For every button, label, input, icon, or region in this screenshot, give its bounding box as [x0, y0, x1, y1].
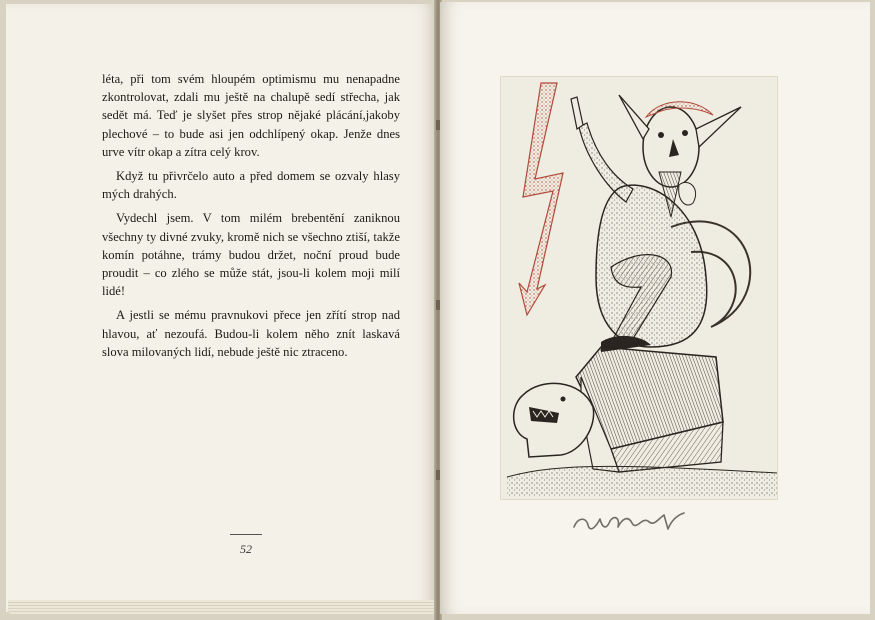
page-number: 52: [240, 542, 252, 556]
page-number-rule: [230, 534, 262, 535]
lightning-bolt: [519, 83, 563, 315]
etching-illustration: [500, 76, 778, 500]
body-text: [102, 70, 400, 367]
paragraph: Vydechl jsem. V tom milém brebentění zaniknou všechny ty divné zvuky, kromě nich se všechno ztiší, takže komín potáhne, trámy budou držet, noční proud bude proudit – co zlého se může stát, jsou-li kolem moji milí lidé!: [102, 211, 400, 299]
left-page: [6, 4, 437, 612]
paragraph: léta, při tom svém hloupém optimismu mu nenapadne zkontrolovat, zdali mu ještě na chalupě sedí střecha, jak sedět má. Teď je slyšet přes strop nějaké plácání,jakoby plechové – to bude asi jen odchlípený okap. Jenže dnes urve vítr okap a zítra celý krov.: [102, 72, 400, 159]
paragraph: Když tu přivrčelo auto a před domem se ozvaly hlasy mých drahých.: [102, 169, 400, 202]
dog: [514, 383, 594, 457]
page-edges: [8, 600, 434, 614]
artist-signature: [570, 505, 690, 539]
house: [576, 347, 723, 472]
devil-etching-image: [501, 77, 777, 499]
paragraph: A jestli se mému pravnukovi přece jen zřítí strop nad hlavou, ať nezoufá. Budou-li kolem něho znít laskavá slova milovaných lidí, nebude ještě nic ztraceno.: [102, 308, 400, 359]
